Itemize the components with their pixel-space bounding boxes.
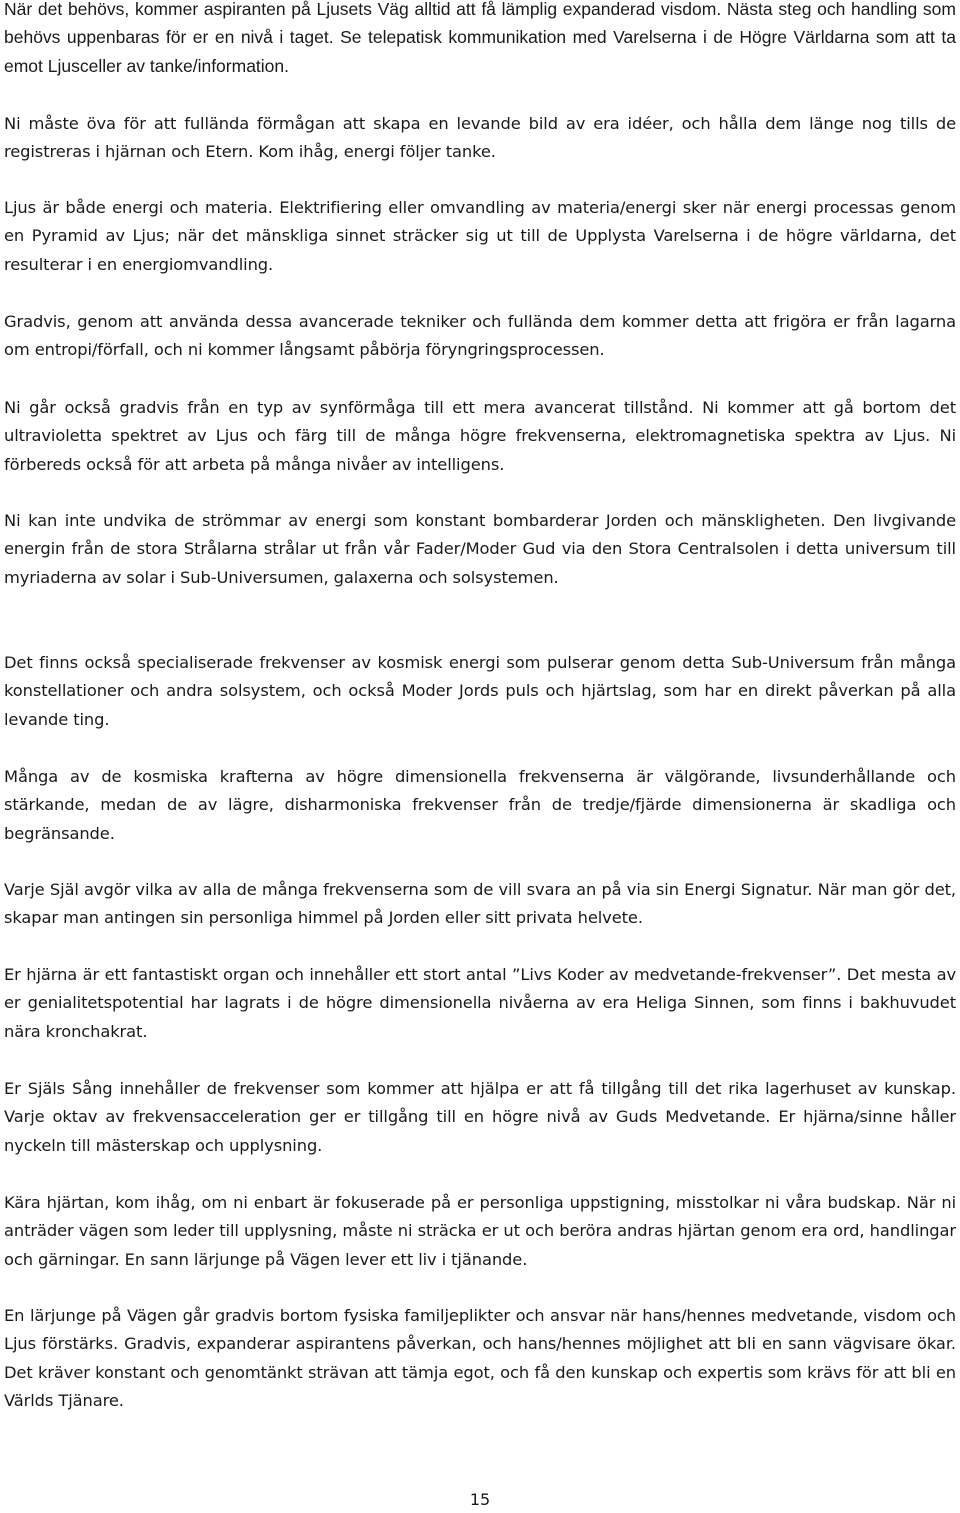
paragraph-2: Ni måste öva för att fulländа förmågan att skapa en levande bild av era idéer, och hålla dem länge nog tills de registreras i hjärnan och Etern. Kom ihåg, energi följer tanke. <box>4 114 956 162</box>
paragraph-8: Många av de kosmiska krafterna av högre dimensionella frekvenserna är välgörande, livsunderhållande och stärkande, medan de av lägre, disharmoniska frekvenser från de tredje/fjärde dimensionerna är skadliga och begränsande. <box>4 767 956 843</box>
paragraph-3: Ljus är både energi och materia. Elektrifiering eller omvandling av materia/energi sker när energi processas genom en Pyramid av Ljus; när det mänskliga sinnet sträcker sig ut till de Upplysta Varelserna i de högre världarna, det resulterar i en energiomvandling. <box>4 198 956 274</box>
paragraph-6: Ni kan inte undvika de strömmar av energi som konstant bombarderar Jorden och mänskligheten. Den livgivande energin från de stora Strålarna strålar ut från vår Fader/Moder Gud via den Stora Centralsolen i detta universum till myriaderna av solar i Sub-Universumen, galaxerna och solsystemen. <box>4 511 956 587</box>
page-number: 15 <box>469 1490 491 1509</box>
paragraph-1: När det behövs, kommer aspiranten på Ljusets Väg alltid att få lämplig expanderad visdom. Nästa steg och handling som behövs uppenbaras för er en nivå i taget. Se telepatisk kommunikation med Varelserna i de Högre Världarna som att ta emot Ljusceller av tanke/information. <box>4 0 956 76</box>
paragraph-9: Varje Själ avgör vilka av alla de många frekvenserna som de vill svara an på via sin Energi Signatur. När man gör det, skapar man antingen sin personliga himmel på Jorden eller sitt privata helvete. <box>4 880 956 928</box>
paragraph-13: En lärjunge på Vägen går gradvis bortom fysiska familjeplikter och ansvar när hans/hennes medvetande, visdom och Ljus förstärks. Gradvis, expanderar aspirantens påverkan, och hans/hennes möjlighet att bli en sann vägvisare ökar. Det kräver konstant och genomtänkt strävan att tämja egot, och få den kunskap och expertis som krävs för att bli en Världs Tjänare. <box>4 1306 956 1410</box>
paragraph-10: Er hjärna är ett fantastiskt organ och innehåller ett stort antal ”Livs Koder av medvetande-frekvenser”. Det mesta av er genialitetspotential har lagrats i de högre dimensionella nivåerna av era Heliga Sinnen, som finns i bakhuvudet nära kronchakrat. <box>4 965 956 1041</box>
paragraph-5: Ni går också gradvis från en typ av synförmåga till ett mera avancerat tillstånd. Ni kommer att gå bortom det ultravioletta spektret av Ljus och färg till de många högre frekvenserna, elektromagnetiska spektra av Ljus. Ni förbereds också för att arbeta på många nivåer av intelligens. <box>4 398 956 474</box>
paragraph-4: Gradvis, genom att använda dessa avancerade tekniker och fulländа dem kommer detta att frigöra er från lagarna om entropi/förfall, och ni kommer långsamt påbörja föryngringsprocessen. <box>4 312 956 360</box>
paragraph-7: Det finns också specialiserade frekvenser av kosmisk energi som pulserar genom detta Sub-Universum från många konstellationer och andra solsystem, och också Moder Jords puls och hjärtslag, som har en direkt påverkan på alla levande ting. <box>4 653 956 729</box>
paragraph-12: Kära hjärtan, kom ihåg, om ni enbart är fokuserade på er personliga uppstigning, misstolkar ni våra budskap. När ni anträder vägen som leder till upplysning, måste ni sträcka er ut och beröra andras hjärtan genom era ord, handlingar och gärningar. En sann lärjunge på Vägen lever ett liv i tjänande. <box>4 1193 956 1269</box>
paragraph-11: Er Själs Sång innehåller de frekvenser som kommer att hjälpa er att få tillgång till det rika lagerhuset av kunskap. Varje oktav av frekvensacceleration ger er tillgång till en högre nivå av Guds Medvetande. Er hjärna/sinne håller nyckeln till mästerskap och upplysning. <box>4 1079 956 1155</box>
